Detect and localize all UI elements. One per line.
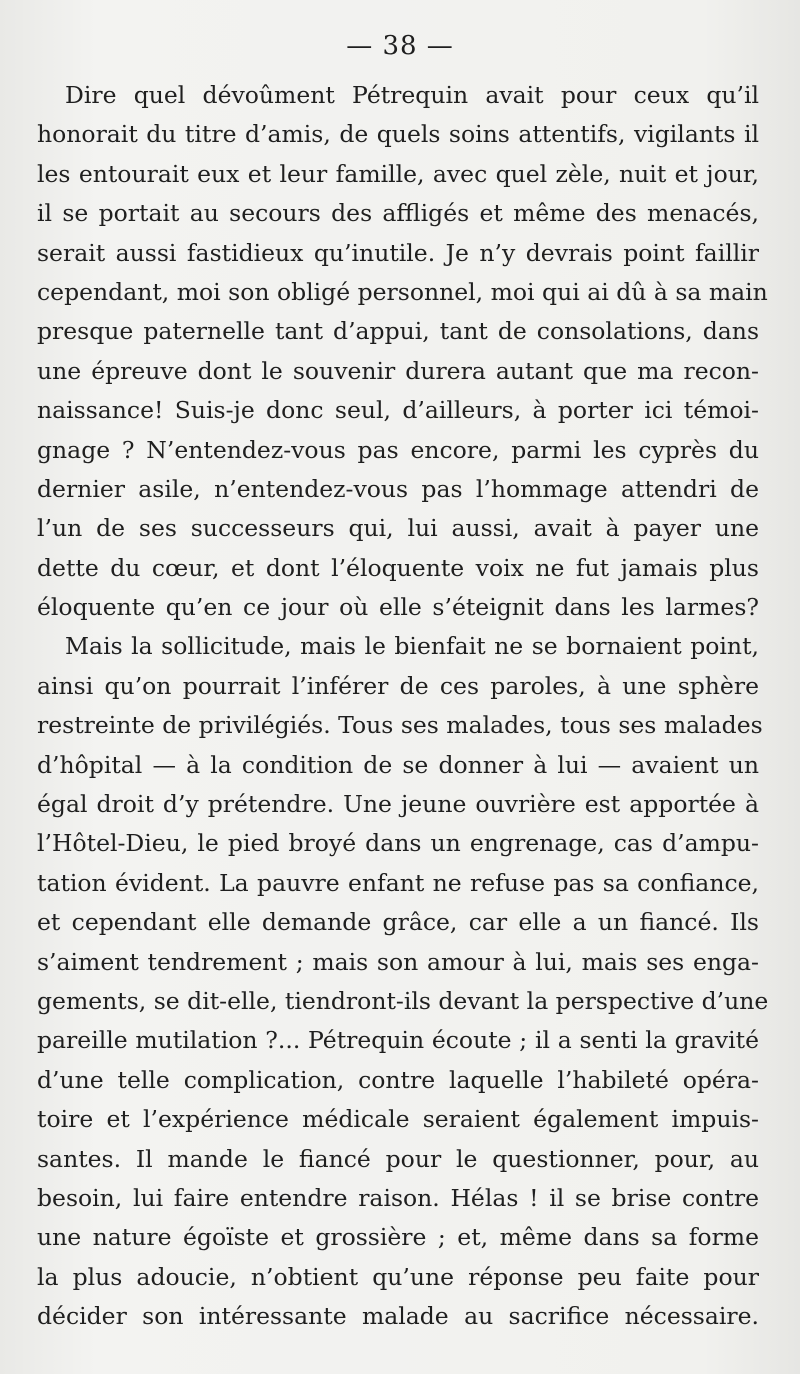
paragraph-line: et cependant elle demande grâce, car elle a un fiancé. Ils — [37, 908, 759, 937]
paragraph-line: cependant, moi son obligé personnel, moi qui ai dû à sa main — [37, 277, 768, 306]
body-text — [37, 76, 769, 1337]
paragraph-2 — [37, 627, 769, 1336]
paragraph-line: dette du cœur, et dont l’éloquente voix ne fut jamais plus — [37, 553, 759, 582]
paragraph-line: une épreuve dont le souvenir durera autant que ma recon- — [37, 356, 759, 385]
paragraph-line: santes. Il mande le fiancé pour le questionner, pour, au — [37, 1144, 759, 1173]
paragraph-line: Mais la sollicitude, mais le bienfait ne se bornaient point, — [65, 632, 759, 661]
paragraph-line: Dire quel dévoûment Pétrequin avait pour ceux qu’il — [65, 81, 759, 109]
paragraph-line: il se portait au secours des affligés et même des menacés, — [37, 199, 759, 228]
paragraph-line: l’un de ses successeurs qui, lui aussi, avait à payer une — [37, 514, 759, 543]
page-number: — 38 — — [346, 31, 454, 61]
paragraph-line: s’aiment tendrement ; mais son amour à lui, mais ses enga- — [37, 947, 759, 976]
paragraph-line: honorait du titre d’amis, de quels soins attentifs, vigilants il — [37, 120, 759, 149]
paragraph-line: toire et l’expérience médicale seraient également impuis- — [37, 1105, 759, 1134]
paragraph-line: gements, se dit-elle, tiendront-ils devant la perspective d’une — [37, 986, 769, 1015]
paragraph-line: ainsi qu’on pourrait l’inférer de ces paroles, à une sphère — [37, 671, 759, 700]
paragraph-line: besoin, lui faire entendre raison. Hélas ! il se brise contre — [37, 1183, 759, 1212]
paragraph-line: une nature égoïste et grossière ; et, même dans sa forme — [37, 1223, 759, 1252]
paragraph-line: tation évident. La pauvre enfant ne refuse pas sa confiance, — [37, 868, 759, 897]
paragraph-line: les entourait eux et leur famille, avec quel zèle, nuit et jour, — [37, 159, 759, 188]
paragraph-line: d’hôpital — à la condition de se donner à lui — avaient un — [37, 750, 759, 779]
paragraph-line: d’une telle complication, contre laquelle l’habileté opéra- — [37, 1065, 759, 1094]
paragraph-line: serait aussi fastidieux qu’inutile. Je n’y devrais point faillir — [37, 238, 759, 267]
paragraph-line: égal droit d’y prétendre. Une jeune ouvrière est apportée à — [37, 790, 759, 819]
paragraph-line: décider son intéressante malade au sacrifice nécessaire. — [37, 1302, 759, 1331]
paragraph-line: pareille mutilation ?... Pétrequin écoute ; il a senti la gravité — [37, 1026, 759, 1055]
paragraph-line: naissance! Suis-je donc seul, d’ailleurs, à porter ici témoi- — [37, 396, 759, 425]
paragraph-line: restreinte de privilégiés. Tous ses malades, tous ses malades — [37, 711, 763, 740]
paragraph-line: dernier asile, n’entendez-vous pas l’hommage attendri de — [37, 474, 759, 503]
paragraph-line: éloquente qu’en ce jour où elle s’éteignit dans les larmes? — [37, 593, 759, 622]
paragraph-line: gnage ? N’entendez-vous pas encore, parmi les cyprès du — [37, 435, 759, 464]
paragraph-line: l’Hôtel-Dieu, le pied broyé dans un engrenage, cas d’ampu- — [37, 829, 759, 858]
paragraph-1 — [37, 76, 768, 627]
paragraph-line: la plus adoucie, n’obtient qu’une réponse peu faite pour — [37, 1262, 759, 1291]
paragraph-line: presque paternelle tant d’appui, tant de consolations, dans — [37, 317, 759, 346]
